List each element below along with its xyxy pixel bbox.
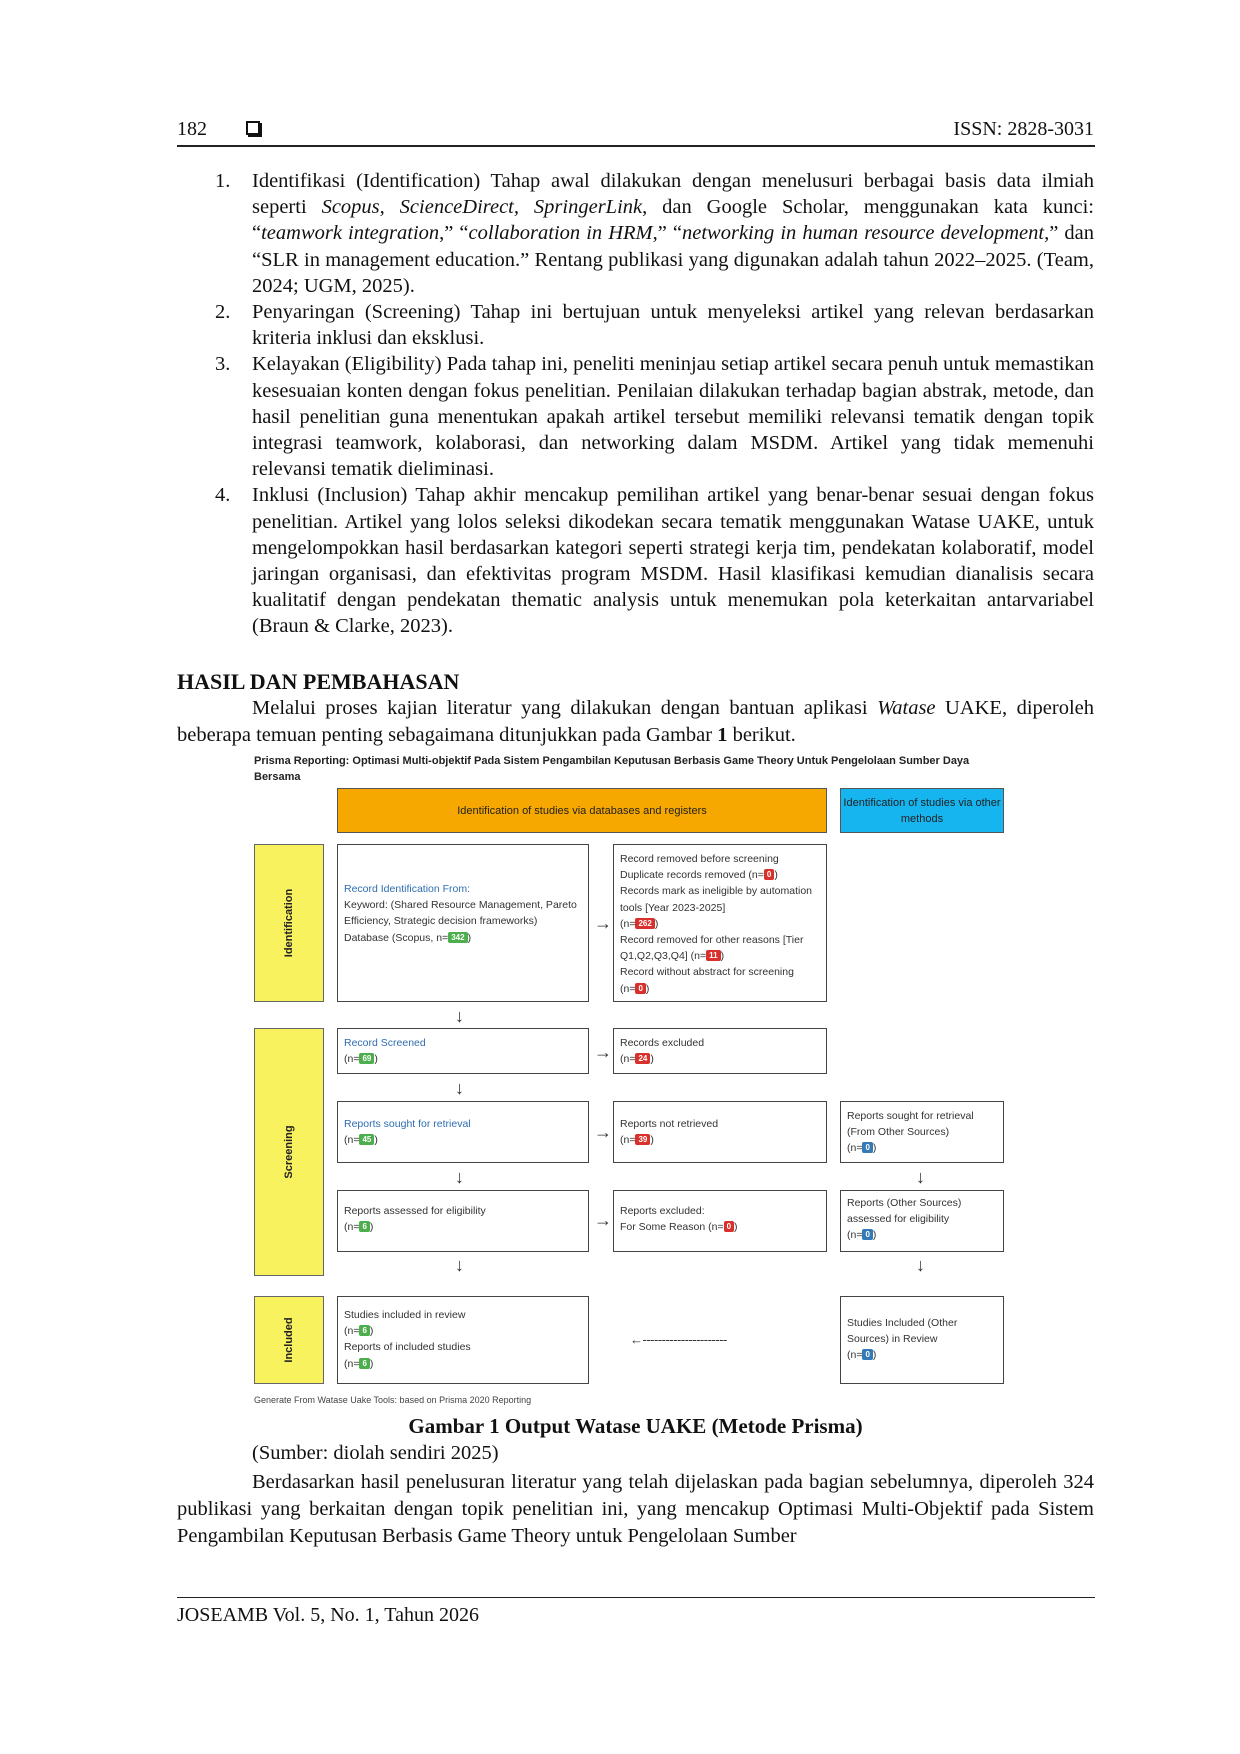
- footer-rule: [177, 1597, 1095, 1598]
- studies-included-box: Studies included in review (n= 6 ) Reports of included studies (n= 6 ): [337, 1296, 589, 1384]
- ineligible-count: (n= 262 ): [620, 917, 659, 930]
- header-other-methods: Identification of studies via other methods: [840, 788, 1004, 833]
- figure-source: (Sumber: diolah sendiri 2025): [252, 1442, 499, 1464]
- method-step-item: [212, 351, 1094, 482]
- no-abstract-text: Record without abstract for screening: [620, 966, 794, 979]
- figure-title: Prisma Reporting: Optimasi Multi-objektif Pada Sistem Pengambilan Keputusan Berbasis Game Theory Untuk Pengelolaan Sumber Daya Bersama: [254, 755, 970, 783]
- ineligible-text: Records mark as ineligible by automation tools [Year 2023-2025]: [620, 885, 813, 914]
- issn: ISSN: 2828-3031: [953, 118, 1094, 140]
- arrow-right-icon: →: [594, 1042, 612, 1062]
- closing-paragraph: Berdasarkan hasil penelusuran literatur yang telah dijelaskan pada bagian sebelumnya, diperoleh 324 publikasi yang berkaitan dengan topik penelitian ini, yang mencakup Optimasi Multi-Objektif pada Sistem Pengambilan Keputusan Berbasis Game Theory untuk Pengelolaan Sumber: [177, 1471, 1094, 1547]
- arrow-right-icon: →: [594, 913, 612, 933]
- dashed-arrow-left-icon: ←----------------------: [630, 1332, 727, 1347]
- reports-excluded-reason-box: Reports excluded: For Some Reason (n= 0 ): [613, 1190, 827, 1252]
- records-removed-box: [613, 844, 827, 1002]
- database-line: Database (Scopus, n= 342 ): [344, 931, 472, 944]
- records-excluded-box: Records excluded (n= 24 ): [613, 1028, 827, 1074]
- step-number: 2.: [215, 301, 231, 324]
- duplicate-line: Duplicate records removed (n= 0 ): [620, 869, 778, 882]
- step-number: 1.: [215, 170, 231, 192]
- intro-paragraph: Melalui proses kajian literatur yang dilakukan dengan bantuan aplikasi Watase UAKE, diperoleh beberapa temuan penting sebagaimana ditunjukkan pada Gambar 1 berikut.: [177, 697, 1094, 746]
- prisma-figure: [252, 753, 1012, 1413]
- stage-screening: Screening: [254, 1028, 324, 1276]
- keyword-text: Keyword: (Shared Resource Management, Pareto Efficiency, Strategic decision frameworks): [344, 899, 577, 928]
- arrow-down-icon: ↓: [916, 1255, 925, 1275]
- method-step-item: [212, 168, 1094, 299]
- step-number: 3.: [215, 353, 231, 376]
- arrow-down-icon: ↓: [455, 1167, 464, 1187]
- header-databases: Identification of studies via databases and registers: [337, 788, 827, 833]
- method-step-item: [212, 299, 1094, 351]
- studies-included-other-box: Studies Included (Other Sources) in Review (n= 0 ): [840, 1296, 1004, 1384]
- reports-assessed-box: Reports assessed for eligibility (n= 6 ): [337, 1190, 589, 1252]
- step-text: Penyaringan (Screening) Tahap ini bertujuan untuk menyeleksi artikel yang relevan berdasarkan kriteria inklusi dan eksklusi.: [252, 301, 1094, 350]
- step-text: Kelayakan (Eligibility) Pada tahap ini, peneliti meninjau setiap artikel secara penuh untuk memastikan kesesuaian konten dengan fokus penelitian. Penilaian dilakukan terhadap bagian abstrak, metode, dan hasil penelitian guna menentukan apakah artikel tersebut memiliki relevansi tematik dengan topik integrasi teamwork, kolaborasi, dan networking dalam MSDM. Artikel yang tidak memenuhi relevansi tematik dieliminasi.: [252, 353, 1094, 481]
- arrow-down-icon: ↓: [455, 1006, 464, 1026]
- stage-included: Included: [254, 1296, 324, 1384]
- record-identification-label: Record Identification From:: [344, 883, 471, 895]
- journal-footer: JOSEAMB Vol. 5, No. 1, Tahun 2026: [177, 1604, 479, 1626]
- arrow-right-icon: →: [594, 1122, 612, 1142]
- arrow-right-icon: →: [594, 1210, 612, 1230]
- step-text: Inklusi (Inclusion) Tahap akhir mencakup pemilihan artikel yang benar-benar sesuai dengan fokus penelitian. Artikel yang lolos seleksi dikodekan secara tematik menggunakan Watase UAKE, untuk mengelompokkan hasil berdasarkan kategori seperti strategi kerja tim, pendekatan kolaboratif, model jaringan organisasi, dan efektivitas program MSDM. Hasil klasifikasi kemudian dianalisis secara kualitatif dengan pendekatan thematic analysis untuk menemukan pola keterkaitan antarvariabel (Braun & Clarke, 2023).: [252, 484, 1094, 638]
- header-rule: [177, 145, 1095, 147]
- reports-not-retrieved-box: Reports not retrieved (n= 39 ): [613, 1101, 827, 1163]
- figure-caption: Gambar 1 Output Watase UAKE (Metode Prisma): [408, 1414, 863, 1438]
- arrow-down-icon: ↓: [916, 1167, 925, 1187]
- section-heading: HASIL DAN PEMBAHASAN: [177, 669, 460, 694]
- other-reasons-line: Record removed for other reasons [Tier Q1,Q2,Q3,Q4] (n= 11 ): [620, 934, 804, 963]
- method-step-item: [212, 482, 1094, 639]
- arrow-down-icon: ↓: [455, 1255, 464, 1275]
- record-screened-box: Record Screened (n= 69 ): [337, 1028, 589, 1074]
- reports-sought-other-box: Reports sought for retrieval (From Other Sources) (n= 0 ): [840, 1101, 1004, 1163]
- record-identification-box: [337, 844, 589, 1002]
- reports-assessed-other-box: Reports (Other Sources) assessed for eligibility (n= 0 ): [840, 1190, 1004, 1252]
- method-steps-list: [212, 168, 1094, 640]
- figure-footnote: Generate From Watase Uake Tools: based on Prisma 2020 Reporting: [254, 1395, 532, 1405]
- page-number: 182: [177, 118, 207, 140]
- removed-title: Record removed before screening: [620, 853, 779, 865]
- step-number: 4.: [215, 484, 231, 507]
- step-text: Identifikasi (Identification) Tahap awal dilakukan dengan menelusuri berbagai basis data ilmiah seperti Scopus, ScienceDirect, SpringerLink, dan Google Scholar, menggunakan kata kunci: “teamwork integration,” “collaboration in HRM,” “networking in human resource development,” dan “SLR in management education.” Rentang publikasi yang digunakan adalah tahun 2022–2025. (Team, 2024; UGM, 2025).: [252, 170, 1094, 297]
- arrow-down-icon: ↓: [455, 1078, 464, 1098]
- no-abstract-count: (n= 0 ): [620, 982, 650, 995]
- reports-sought-box: Reports sought for retrieval (n= 45 ): [337, 1101, 589, 1163]
- square-icon: [246, 121, 260, 135]
- database-count-badge: 342: [448, 932, 467, 943]
- stage-identification: Identification: [254, 844, 324, 1002]
